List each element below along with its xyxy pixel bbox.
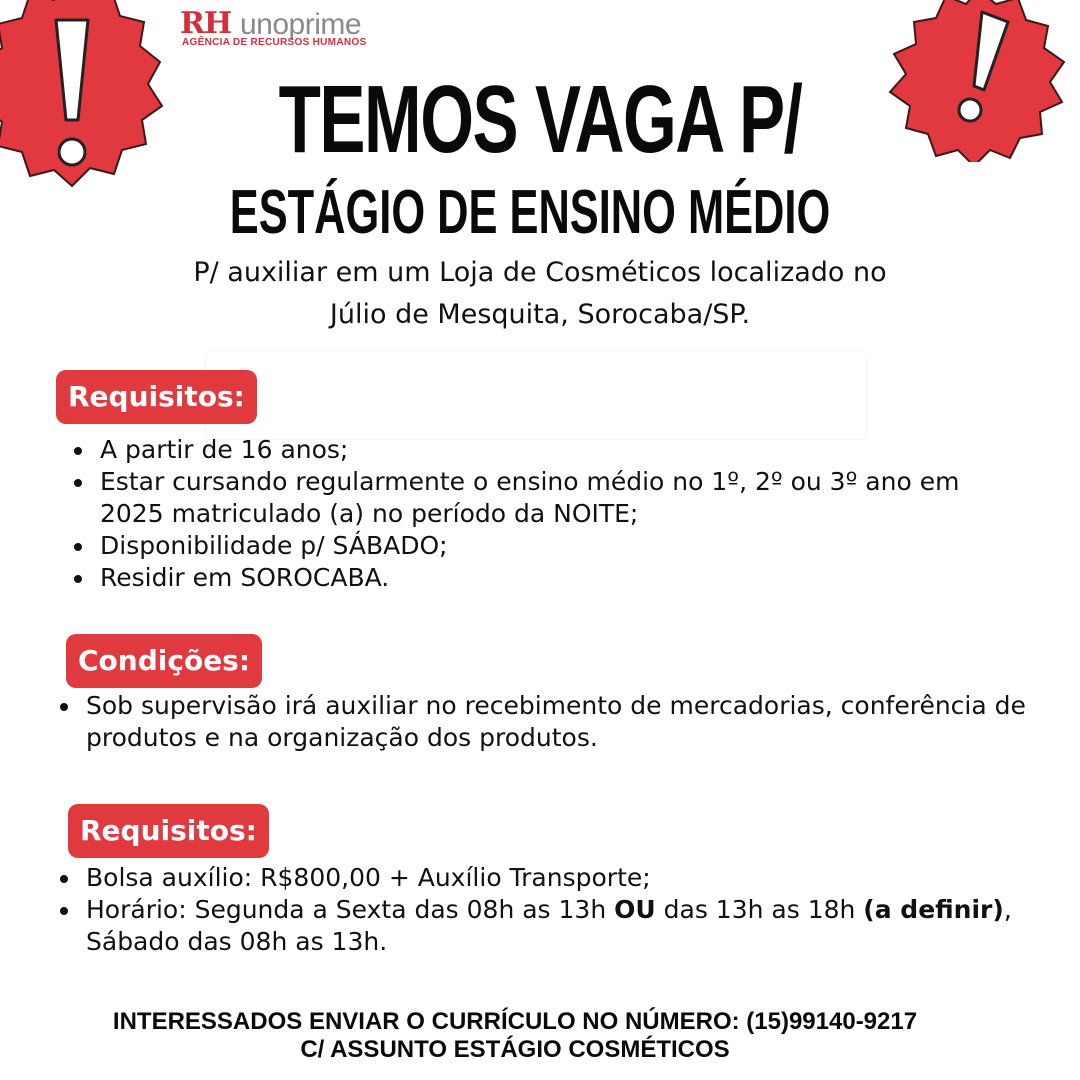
schedule-text-e: , Sábado das 08h as 13h. — [86, 895, 1012, 956]
exclamation-badge-icon — [0, 0, 170, 210]
footer-line-1: INTERESSADOS ENVIAR O CURRÍCULO NO NÚMERO: (15)99140-9217 — [112, 1008, 918, 1035]
logo-tagline: AGÊNCIA DE RECURSOS HUMANOS — [182, 37, 367, 48]
section-label-beneficios: Requisitos: — [68, 804, 269, 858]
benefits-list — [60, 862, 1070, 958]
list-item: A partir de 16 anos; — [74, 434, 974, 466]
intro-text — [0, 252, 1080, 336]
schedule-text-c: das 13h as 18h — [655, 895, 864, 924]
section-label-requisitos: Requisitos: — [56, 370, 257, 424]
list-item-schedule — [60, 894, 1070, 958]
page-title: TEMOS VAGA P/ — [278, 66, 802, 173]
footer-line-2: C/ ASSUNTO ESTÁGIO COSMÉTICOS — [300, 1036, 730, 1063]
intro-line-1: P/ auxiliar em um Loja de Cosméticos localizado no — [193, 257, 887, 288]
contact-footer — [0, 1008, 1030, 1064]
conditions-list — [60, 690, 1070, 754]
schedule-text-a: Horário: Segunda a Sexta das 08h as 13h — [86, 895, 615, 924]
logo — [180, 6, 400, 48]
list-item: Disponibilidade p/ SÁBADO; — [74, 530, 974, 562]
logo-brand: unoprime — [240, 8, 362, 41]
logo-rh: RH — [180, 6, 232, 41]
list-item: Residir em SOROCABA. — [74, 562, 974, 594]
requirements-list — [74, 434, 974, 594]
blank-box — [205, 350, 867, 440]
schedule-or: OU — [614, 895, 656, 924]
schedule-tbd: (a definir) — [863, 895, 1004, 924]
list-item: Estar cursando regularmente o ensino médio no 1º, 2º ou 3º ano em 2025 matriculado (a) no período da NOITE; — [74, 466, 970, 530]
section-label-condicoes: Condições: — [66, 634, 262, 688]
list-item: Sob supervisão irá auxiliar no recebimento de mercadorias, conferência de produtos e na organização dos produtos. — [60, 690, 1070, 754]
list-item: Bolsa auxílio: R$800,00 + Auxílio Transporte; — [60, 862, 1070, 894]
page-subtitle: ESTÁGIO DE ENSINO MÉDIO — [229, 178, 831, 247]
intro-line-2: Júlio de Mesquita, Sorocaba/SP. — [329, 299, 751, 330]
